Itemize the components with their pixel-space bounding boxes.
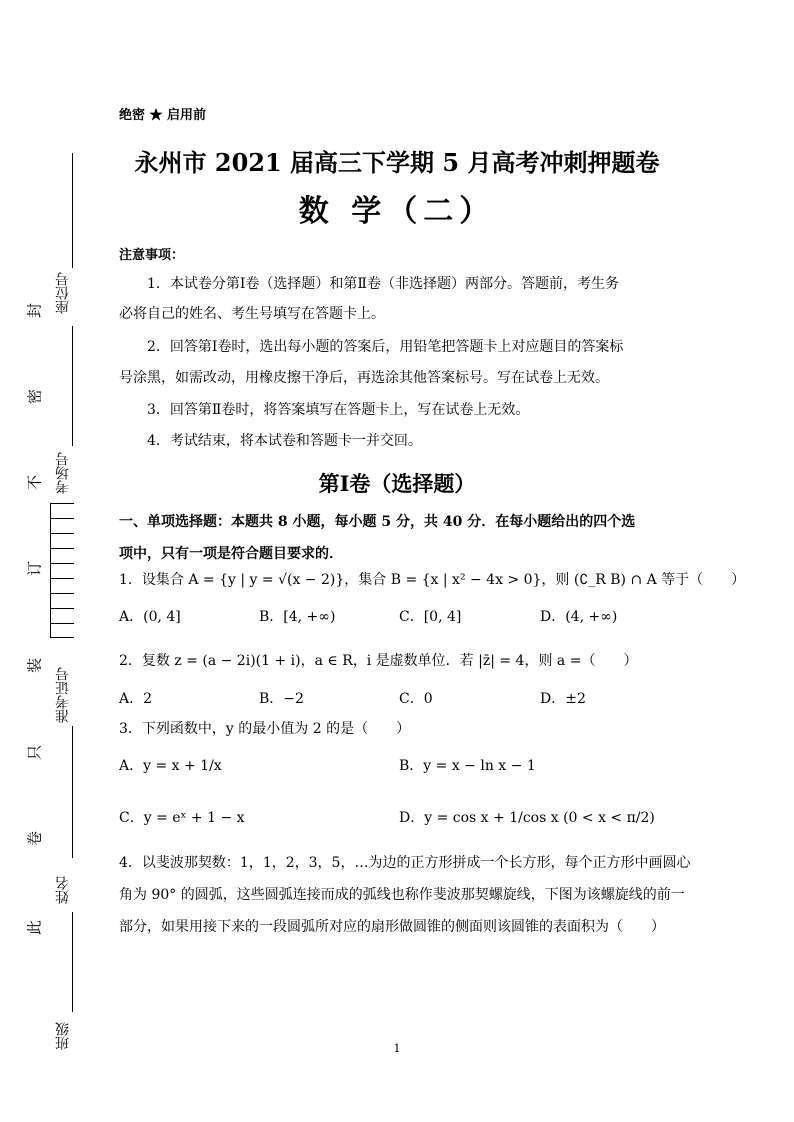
ticket-number-grid [50,503,74,638]
q2-option-a: A．2 [119,691,153,707]
part1-title: 第Ⅰ卷（选择题） [318,471,476,496]
q1-option-d: D．(4, +∞) [540,609,618,625]
seal-char: 此 [25,920,44,936]
notice-item-1-cont: 必将自己的姓名、考生号填写在答题卡上。 [119,306,385,322]
notice-item-2: 2．回答第Ⅰ卷时，选出每小题的答案后，用铅笔把答题卡上对应题目的答案标 [147,339,624,355]
q3-option-a: A．y = x + 1/x [119,758,222,774]
question-2-stem: 2．复数 z = (a − 2i)(1 + i)，a ∈ R，i 是虚数单位．若 |z̄| = 4，则 a =（ ） [119,653,638,669]
name-line [72,726,73,858]
section-instructions: 一、单项选择题：本题共 8 小题，每小题 5 分，共 40 分．在每小题给出的四个选 [119,514,636,530]
notice-item-2-cont: 号涂黑，如需改动，用橡皮擦干净后，再选涂其他答案标号。写在试卷上无效。 [119,370,609,386]
ticket-label: 准考证号 [55,667,71,723]
notice-heading: 注意事项： [119,248,185,263]
q1-option-c: C．[0, 4] [399,609,462,625]
subject-title: 数 学（二） [298,194,496,229]
confidential-mark: 绝密 ★ 启用前 [119,108,207,123]
question-4-line-1: 4．以斐波那契数：1，1，2，3，5，…为边的正方形拼成一个长方形，每个正方形中画圆心 [119,855,691,871]
question-3-stem: 3．下列函数中，y 的最小值为 2 的是（ ） [119,721,411,737]
seal-char: 订 [25,561,44,577]
seat-label: 座位号 [55,272,71,314]
class-line [72,912,73,1012]
q2-option-d: D．±2 [540,691,586,707]
room-label: 考场号 [55,452,71,494]
name-label: 姓名 [55,876,71,904]
room-line [72,326,73,446]
seal-char: 不 [25,475,44,491]
q1-option-b: B．[4, +∞) [259,609,336,625]
q2-option-b: B．−2 [259,691,304,707]
question-4-line-2: 角为 90° 的圆弧，这些圆弧连接而成的弧线也称作斐波那契螺旋线，下图为该螺旋线的前一 [119,887,685,903]
section-instructions-cont: 项中，只有一项是符合题目要求的． [119,546,343,562]
q2-option-c: C．0 [399,691,433,707]
q3-option-d: D．y = cos x + 1/cos x (0 < x < π/2) [399,810,655,826]
page-number: 1 [393,1042,401,1055]
seal-char: 只 [25,745,44,761]
question-4-line-3: 部分，如果用接下来的一段圆弧所对应的扇形做圆锥的侧面则该圆锥的表面积为（ ） [119,919,665,935]
notice-item-4: 4．考试结束，将本试卷和答题卡一并交回。 [147,433,422,449]
class-label: 班级 [55,1022,71,1050]
seal-char: 封 [25,303,44,319]
q1-option-a: A．(0, 4] [119,609,181,625]
exam-title: 永州市 2021 届高三下学期 5 月高考冲刺押题卷 [134,148,660,177]
seal-char: 密 [25,389,44,405]
seal-char: 装 [25,658,44,674]
notice-item-3: 3．回答第Ⅱ卷时，将答案填写在答题卡上，写在试卷上无效。 [147,402,530,418]
question-1-stem: 1．设集合 A = {y | y = √(x − 2)}，集合 B = {x | x² − 4x > 0}，则 (∁_R B) ∩ A 等于（ ） [119,572,746,588]
q3-option-b: B．y = x − ln x − 1 [399,758,536,774]
q3-option-c: C．y = eˣ + 1 − x [119,810,245,826]
seal-char: 卷 [25,831,44,847]
notice-item-1: 1．本试卷分第Ⅰ卷（选择题）和第Ⅱ卷（非选择题）两部分。答题前，考生务 [147,276,619,292]
